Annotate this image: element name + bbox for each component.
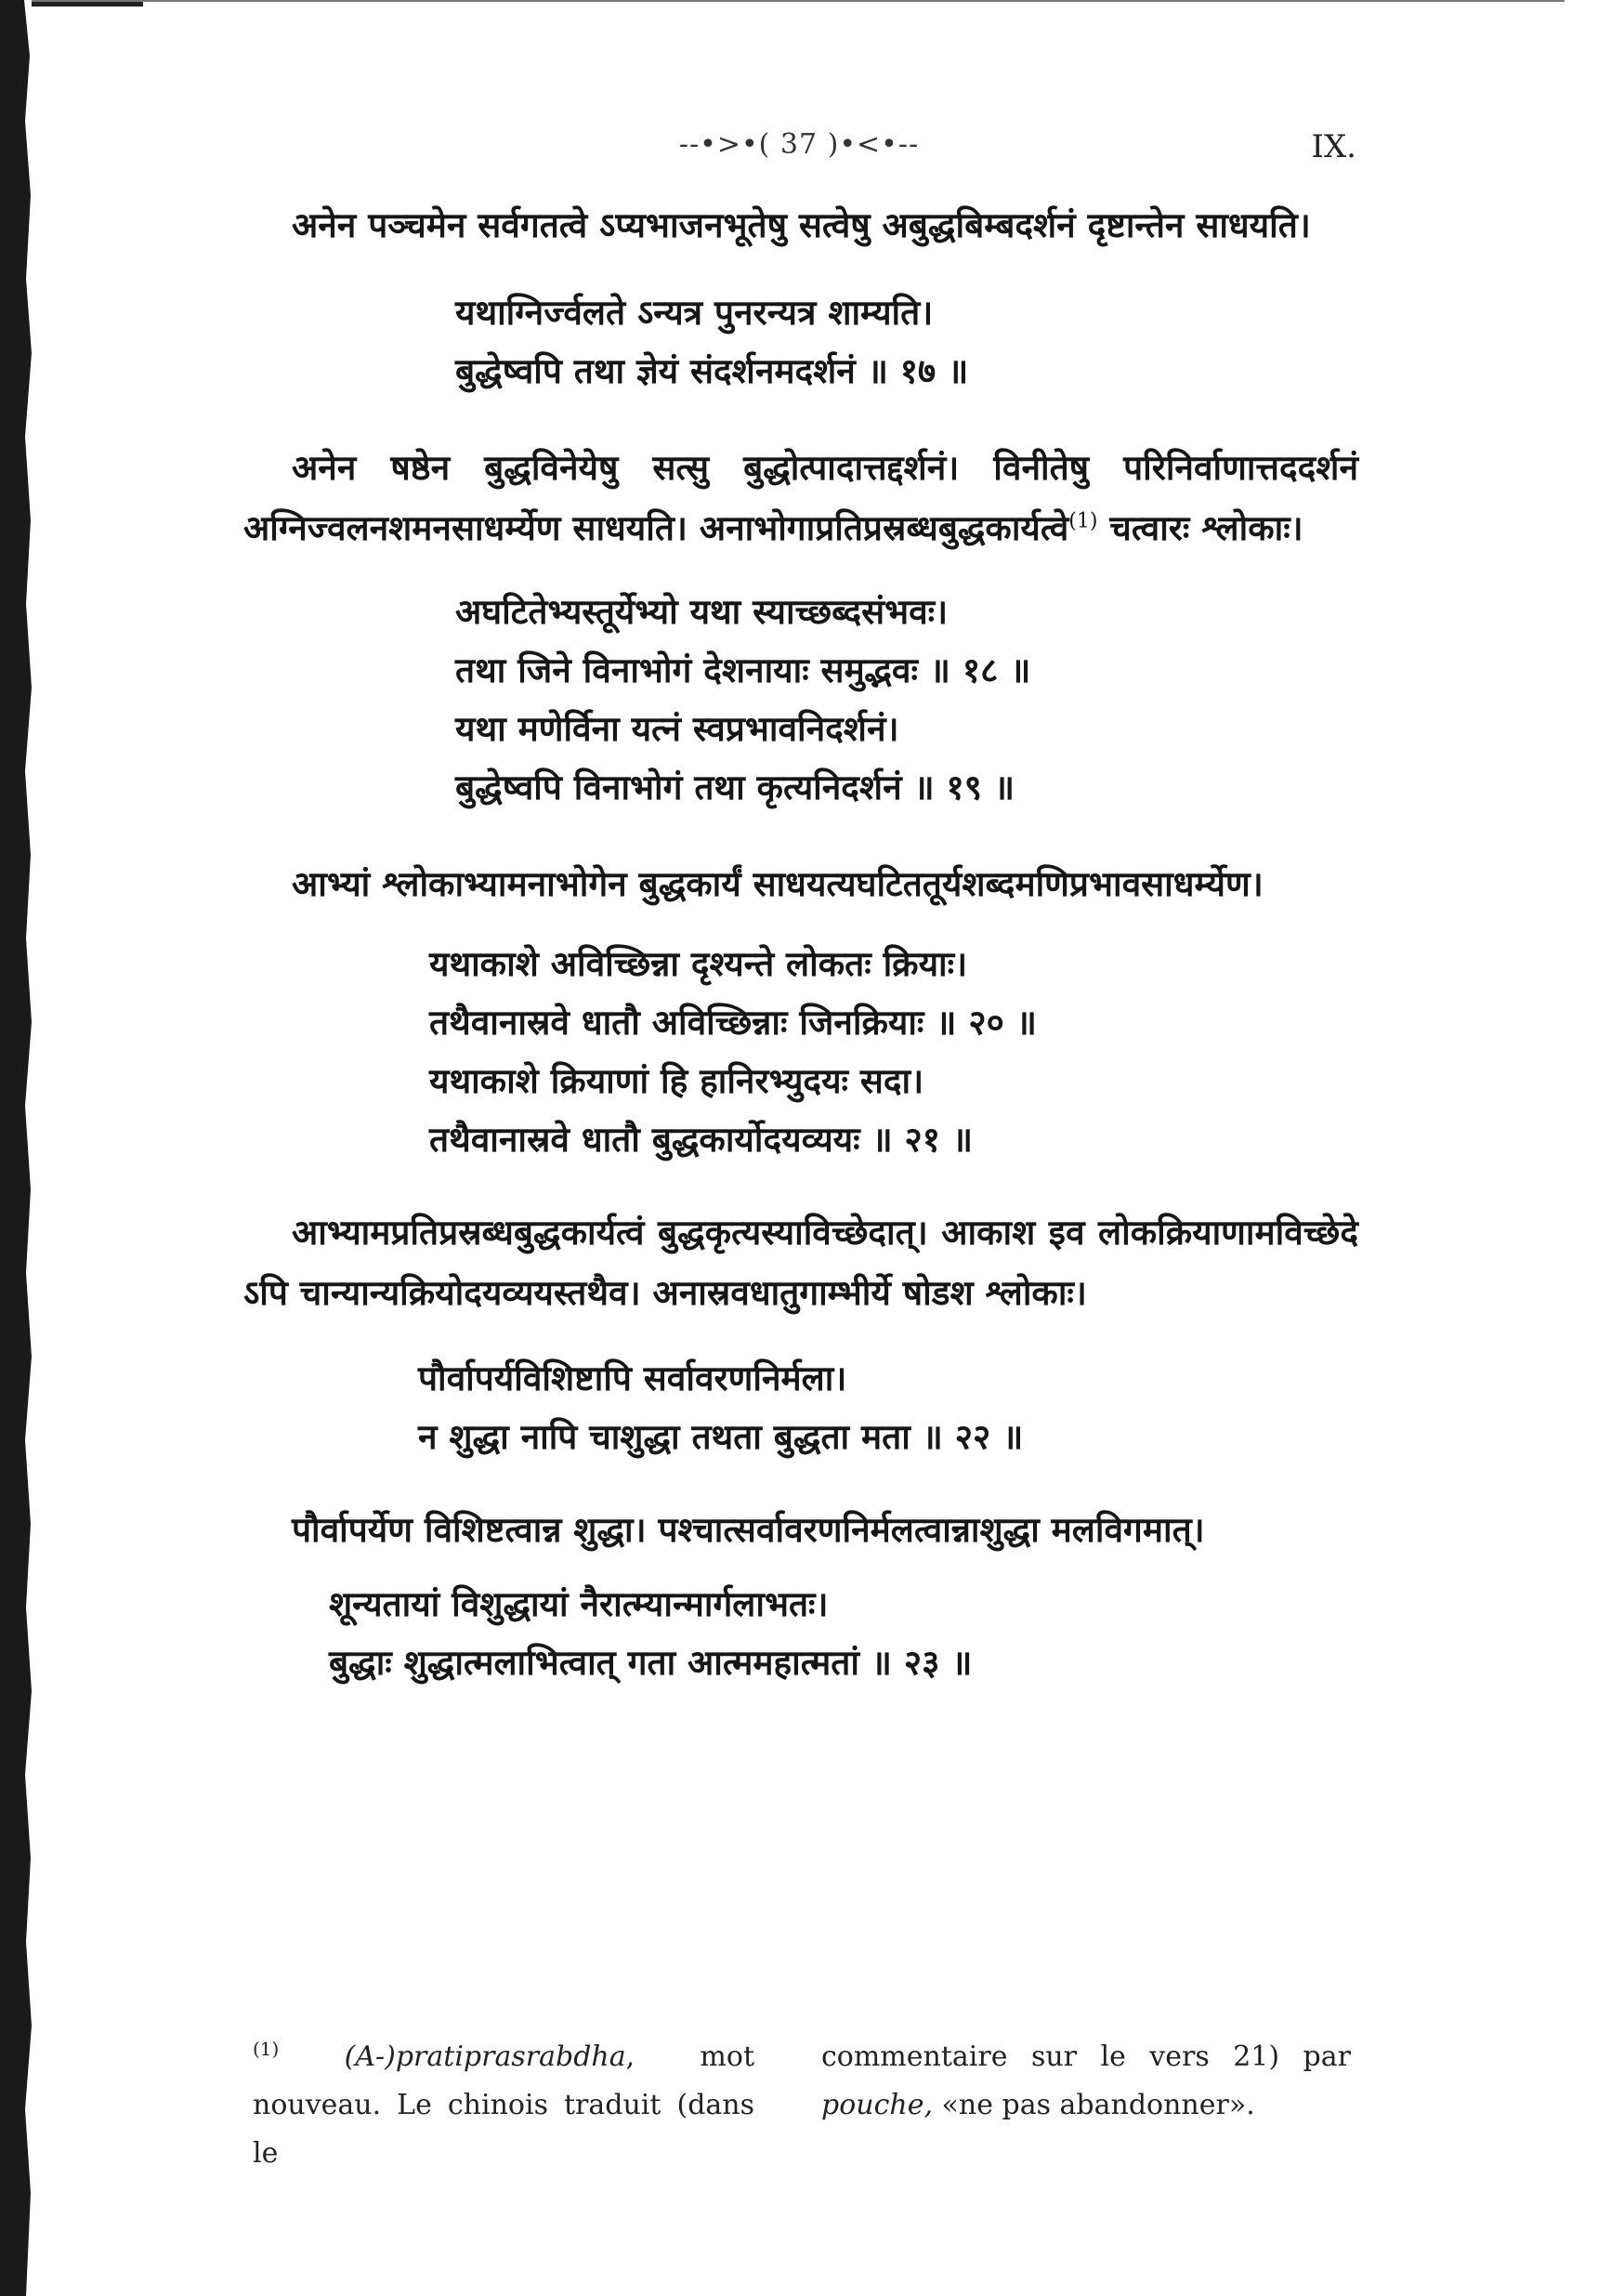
page-header xyxy=(0,128,1624,184)
verse-block-18-19 xyxy=(455,583,1358,817)
footnote-term: (A-)pratiprasrabdha xyxy=(344,2040,626,2073)
verse-line: बुद्धेष्वपि विनाभोगं तथा कृत्यनिदर्शनं ॥ १९ ॥ xyxy=(455,768,1015,807)
footnote-text-left: , mot nouveau. Le chinois traduit (dans le xyxy=(253,2040,754,2170)
main-text xyxy=(243,195,1358,1692)
footnote-text-right: commentaire sur le vers 21) par xyxy=(821,2040,1351,2073)
page-binding-edge xyxy=(0,0,37,2296)
verse-line: यथाग्निर्ज्वलते ऽन्यत्र पुनरन्यत्र शाम्यति। xyxy=(455,293,934,333)
verse-line: यथाकाशे अविच्छिन्ना दृश्यन्ते लोकतः क्रियाः। xyxy=(429,944,968,984)
prose-paragraph-4: आभ्यामप्रतिप्रस्रब्धबुद्धकार्यत्वं बुद्धकृत्यस्याविच्छेदात्। आकाश इव लोकक्रियाणामविच्छेदे ऽपि चान्यान्यक्रियोदयव्ययस्तथैव। अनास्रवधातुगाम्भीर्ये षोडश श्लोकाः। xyxy=(243,1213,1358,1313)
verse-line: यथाकाशे क्रियाणां हि हानिरभ्युदयः सदा। xyxy=(429,1061,924,1101)
verse-line: पौर्वापर्यविशिष्टापि सर्वावरणनिर्मला। xyxy=(418,1358,847,1398)
verse-line: न शुद्धा नापि चाशुद्धा तथता बुद्धता मता ॥ २२ ॥ xyxy=(418,1417,1024,1457)
verse-block-22 xyxy=(418,1349,1358,1466)
verse-block-17 xyxy=(455,283,1358,400)
verse-line: शून्यतायां विशुद्धायां नैरात्म्यान्मार्गलाभतः। xyxy=(329,1584,829,1624)
verse-line: तथैवानास्रवे धातौ बुद्धकार्योदयव्ययः ॥ २१ ॥ xyxy=(429,1120,974,1160)
footnote-area xyxy=(253,2033,1358,2170)
footnote-column-right xyxy=(821,2033,1351,2130)
verse-line: अघटितेभ्यस्तूर्येभ्यो यथा स्याच्छब्दसंभवः। xyxy=(455,592,949,632)
footnote-ref: (1) xyxy=(1068,509,1098,533)
chapter-number: IX. xyxy=(1311,128,1356,165)
prose-paragraph-3: आभ्यां श्लोकाभ्यामनाभोगेन बुद्धकार्यं साधयत्यघटिततूर्यशब्दमणिप्रभावसाधर्म्येण। xyxy=(292,864,1264,904)
prose-paragraph-1: अनेन पञ्चमेन सर्वगतत्वे ऽप्यभाजनभूतेषु सत्वेषु अबुद्धबिम्बदर्शनं दृष्टान्तेन साधयति। xyxy=(292,205,1311,245)
verse-line: तथा जिने विनाभोगं देशनायाः समुद्भवः ॥ १८ ॥ xyxy=(455,650,1031,690)
prose-text: अनेन षष्ठेन बुद्धविनेयेषु सत्सु बुद्धोत्पादात्तद्दर्शनं। विनीतेषु परिनिर्वाणात्तददर्शनं अग्निज्वलनशमनसाधर्म्येण साधयति। अनाभोगाप्रतिप्रस्रब्धबुद्धकार्यत्वे xyxy=(243,448,1358,548)
verse-line: बुद्धाः शुद्धात्मलाभित्वात् गता आत्ममहात्मतां ॥ २३ ॥ xyxy=(329,1643,973,1683)
prose-text-tail: चत्वारः श्लोकाः। xyxy=(1109,508,1303,548)
running-head-page-number: --•>•( 37 )•<•-- xyxy=(678,128,920,161)
footnote-quote: «ne pas abandonner». xyxy=(941,2089,1255,2121)
verse-block-23 xyxy=(329,1575,1358,1692)
footnote-italic-word: pouche, xyxy=(821,2089,933,2121)
verse-line: बुद्धेष्वपि तथा ज्ञेयं संदर्शनमदर्शनं ॥ १७ ॥ xyxy=(455,351,969,391)
top-edge-rule xyxy=(32,0,1565,9)
verse-line: तथैवानास्रवे धातौ अविच्छिन्नाः जिनक्रियाः ॥ २० ॥ xyxy=(429,1003,1037,1043)
footnote-column-left xyxy=(253,2033,754,2178)
footnote-mark: (1) xyxy=(253,2038,280,2060)
prose-paragraph-5: पौर्वापर्येण विशिष्टत्वान्न शुद्धा। पश्चात्सर्वावरणनिर्मलत्वान्नाशुद्धा मलविगमात्। xyxy=(292,1510,1205,1550)
verse-line: यथा मणेर्विना यत्नं स्वप्रभावनिदर्शनं। xyxy=(455,709,899,749)
prose-paragraph-2 xyxy=(243,438,1358,558)
verse-block-20-21 xyxy=(429,935,1358,1169)
